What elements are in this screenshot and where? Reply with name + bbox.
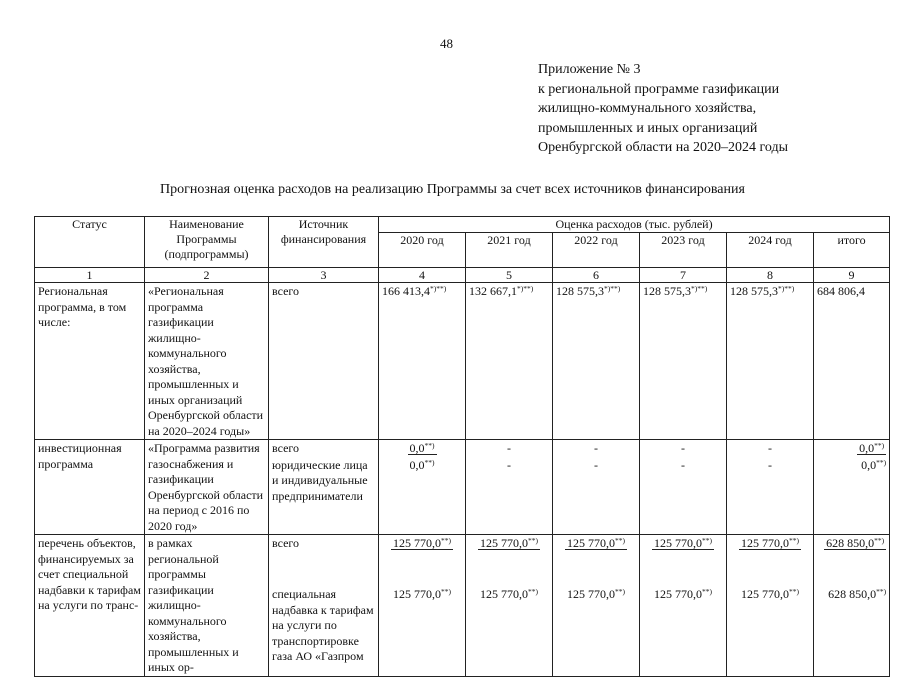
appendix-line: промышленных и иных организаций [538,120,758,136]
source-cell: всего [269,535,379,587]
value-cell [727,535,814,587]
value-cell [727,283,814,440]
value-cell [553,283,640,440]
footnote-mark: **) [876,587,887,596]
document-title: Прогнозная оценка расходов на реализацию Программы за счет всех источников финансирования [160,182,745,197]
footnote-mark: **) [789,536,799,545]
value-cell [466,457,553,535]
value: 166 413,4 [382,284,430,298]
total-cell [814,440,890,457]
header-status: Статус [35,217,145,268]
status-cell: инвестиционная программа [35,440,145,535]
source-cell: всего [269,283,379,440]
value-cell [379,440,466,457]
value: - [768,441,772,455]
value: - [594,457,598,472]
value-cell [553,586,640,676]
appendix-block [538,60,788,158]
footnote-mark: **) [528,587,538,596]
table-row [35,535,890,587]
appendix-line: Приложение № 3 [538,62,641,77]
value-cell [640,535,727,587]
footnote-mark: **) [789,587,799,596]
value: 125 770,0 [567,587,615,601]
total-cell [814,283,890,440]
value: - [507,441,511,455]
value: - [681,441,685,455]
footnote-mark: *)**) [517,284,534,293]
column-number: 6 [553,268,640,283]
value-cell [640,440,727,457]
header-row [35,217,890,233]
total-cell [814,535,890,587]
footnote-mark: **) [874,441,885,450]
footnote-mark: *)**) [604,284,621,293]
footnote-mark: **) [528,536,538,545]
footnote-mark: **) [702,536,712,545]
value-cell [553,440,640,457]
footnote-mark: *)**) [430,284,447,293]
value-cell [640,586,727,676]
page-number: 48 [440,36,453,51]
column-number: 4 [379,268,466,283]
value-cell [466,535,553,587]
header-source: Источник финансирования [269,217,379,268]
value: 0,0 [861,457,877,472]
value: 125 770,0 [654,536,702,550]
header-year: 2023 год [640,233,727,268]
appendix-line: Оренбургской области на 2020–2024 годы [538,140,788,155]
header-year: 2020 год [379,233,466,268]
header-year: 2024 год [727,233,814,268]
header-estimate: Оценка расходов (тыс. рублей) [379,217,890,233]
footnote-mark: **) [424,457,435,467]
value: - [768,457,772,472]
value-cell [727,586,814,676]
value-cell [466,586,553,676]
column-number: 8 [727,268,814,283]
value: 125 770,0 [741,536,789,550]
value-cell [553,457,640,535]
footnote-mark: **) [615,587,625,596]
total-cell [814,586,890,676]
value: 0,0 [409,441,425,455]
expenses-table [34,216,890,677]
total-cell [814,457,890,535]
footnote-mark: *)**) [778,284,795,293]
column-number: 5 [466,268,553,283]
header-total: итого [814,233,890,268]
value: 125 770,0 [480,536,528,550]
value: 125 770,0 [480,587,528,601]
footnote-mark: **) [876,457,887,467]
status-cell: Региональная программа, в том числе: [35,283,145,440]
table-row [35,283,890,440]
appendix-line: к региональной программе газификации [538,81,780,97]
value: 0,0 [409,457,425,472]
value-cell [379,586,466,676]
header-year: 2022 год [553,233,640,268]
value-cell [727,440,814,457]
source-cell: специальная надбавка к тарифам на услуги по транспортировке газа АО «Газпром [269,586,379,676]
column-number: 1 [35,268,145,283]
status-cell: перечень объектов, финансируемых за счет специальной надбавки к тарифам на услуги по транс- [35,535,145,677]
value: 125 770,0 [567,536,615,550]
value-cell [640,283,727,440]
program-name-cell: «Региональная программа газификации жилищно-коммунального хозяйства, промышленных и иных организаций Оренбургской области на 2020–2024 годы» [145,283,269,440]
footnote-mark: **) [874,536,885,545]
value: 684 806,4 [817,284,865,298]
column-number: 3 [269,268,379,283]
value: 125 770,0 [393,536,441,550]
value: 132 667,1 [469,284,517,298]
value-cell [640,457,727,535]
appendix-line: жилищно-коммунального хозяйства, [538,101,757,116]
footnote-mark: **) [441,536,451,545]
value: 128 575,3 [643,284,691,298]
source-cell: юридические лица и индивидуальные предприниматели [269,457,379,535]
value: - [507,457,511,472]
value: - [594,441,598,455]
footnote-mark: **) [615,536,625,545]
value-cell [553,535,640,587]
program-name-cell: «Программа развития газоснабжения и газификации Оренбургской области на период с 2016 по 2020 год» [145,440,269,535]
value: 628 850,0 [828,587,877,601]
value: 0,0 [859,441,875,455]
value: - [681,457,685,472]
value-cell [466,283,553,440]
footnote-mark: **) [441,587,451,596]
table-row [35,440,890,457]
value-cell [379,457,466,535]
column-number: 7 [640,268,727,283]
value-cell [379,283,466,440]
value: 125 770,0 [654,587,702,601]
footnote-mark: **) [424,441,435,450]
value-cell [379,535,466,587]
value: 125 770,0 [741,587,789,601]
value-cell [727,457,814,535]
value: 128 575,3 [556,284,604,298]
program-name-cell: в рамках региональной программы газификации жилищно-коммунального хозяйства, промышленных и иных ор- [145,535,269,677]
value: 128 575,3 [730,284,778,298]
column-number: 9 [814,268,890,283]
column-number: 2 [145,268,269,283]
column-number-row [35,268,890,283]
footnote-mark: **) [702,587,712,596]
source-cell: всего [269,440,379,457]
header-program-name: Наименование Программы (подпрограммы) [145,217,269,268]
footnote-mark: *)**) [691,284,708,293]
value: 628 850,0 [826,536,875,550]
value-cell [466,440,553,457]
header-year: 2021 год [466,233,553,268]
value: 125 770,0 [393,587,441,601]
